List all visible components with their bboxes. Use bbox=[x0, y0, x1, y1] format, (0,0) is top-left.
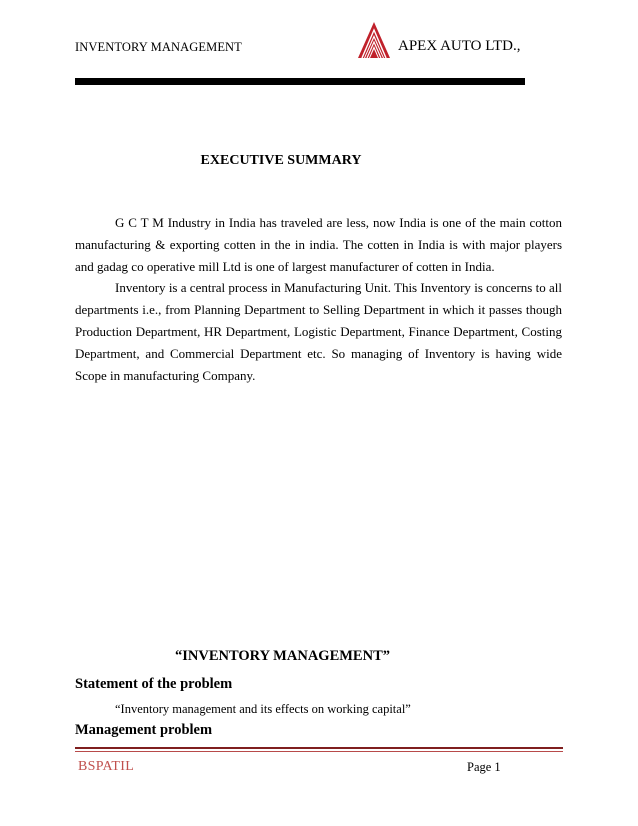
company-name: APEX AUTO LTD., bbox=[398, 38, 521, 54]
footer-rule-thin bbox=[75, 751, 563, 752]
statement-heading: Statement of the problem bbox=[75, 676, 233, 692]
statement-quote: “Inventory management and its effects on working capital” bbox=[115, 702, 411, 716]
executive-summary-title bbox=[0, 153, 638, 169]
management-problem-heading: Management problem bbox=[75, 722, 213, 738]
apex-logo-icon bbox=[356, 18, 392, 62]
executive-summary-title-text: EXECUTIVE SUMMARY bbox=[200, 153, 362, 168]
summary-paragraph-1: G C T M Industry in India has traveled are less, now India is one of the main cotton manufacturing & exporting cotten in the in india. The cotten in India is with major players and gadag co operative mill Ltd is one of largest manufacturer of cotten in India. bbox=[75, 215, 562, 274]
footer-author: BSPATIL bbox=[78, 759, 135, 774]
summary-paragraph-2: Inventory is a central process in Manufacturing Unit. This Inventory is concerns to all departments i.e., from Planning Department to Selling Department in which it passes though Production Department, HR Department, Logistic Department, Finance Department, Costing Department, and Commercial Department etc. So managing of Inventory is having wide Scope in manufacturing Company. bbox=[75, 280, 562, 383]
footer-rule-thick bbox=[75, 747, 563, 749]
page-number: Page 1 bbox=[467, 760, 501, 774]
header-rule bbox=[75, 78, 525, 85]
running-header-title: INVENTORY MANAGEMENT bbox=[75, 40, 242, 54]
section-title: “INVENTORY MANAGEMENT” bbox=[175, 648, 390, 664]
summary-body bbox=[75, 212, 562, 386]
